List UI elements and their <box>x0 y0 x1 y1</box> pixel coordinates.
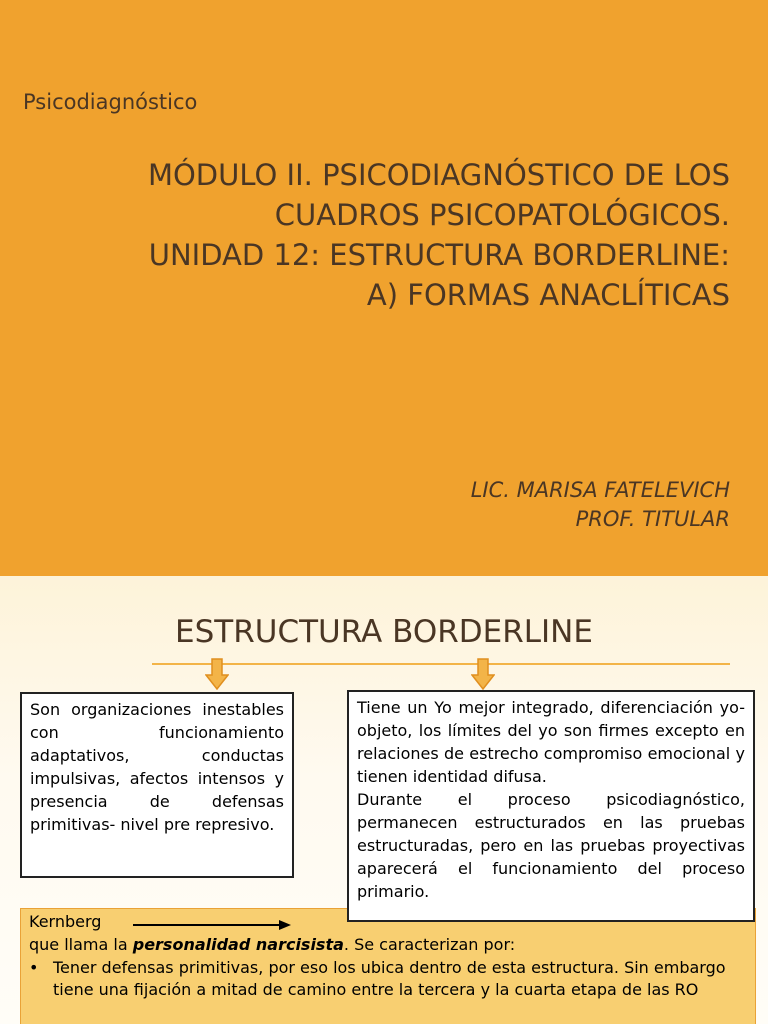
title-line: UNIDAD 12: ESTRUCTURA BORDERLINE: <box>148 238 730 272</box>
right-box-text: Durante el proceso psicodiagnóstico, permanecen estructurados en las pruebas estructuradas, pero en las pruebas proyectivas aparecerá el funcionamiento del proceso primario. <box>357 790 745 901</box>
kernberg-emphasis: personalidad narcisista <box>132 935 344 954</box>
right-box-text: Tiene un Yo mejor integrado, diferenciación yo-objeto, los límites del yo son firmes excepto en relaciones de estrecho compromiso emocional y tienen identidad difusa. <box>357 698 745 786</box>
kernberg-name: Kernberg <box>29 912 102 931</box>
left-box-text: Son organizaciones inestables con funcionamiento adaptativos, conductas impulsivas, afectos intensos y presencia de defensas primitivas- nivel pre represivo. <box>30 700 284 834</box>
left-text-box <box>20 692 294 878</box>
down-arrow-icon <box>471 658 495 690</box>
slide-2 <box>0 576 768 1024</box>
title-line: CUADROS PSICOPATOLÓGICOS. <box>274 198 730 232</box>
author-name: LIC. MARISA FATELEVICH <box>470 478 730 502</box>
kernberg-panel <box>20 908 756 1024</box>
title-divider <box>152 663 730 665</box>
kernberg-text: que llama la <box>29 935 133 954</box>
bullet-icon: • <box>29 958 39 977</box>
title-line: MÓDULO II. PSICODIAGNÓSTICO DE LOS <box>147 158 730 192</box>
title-line: A) FORMAS ANACLÍTICAS <box>366 278 730 312</box>
slide-2-title: ESTRUCTURA BORDERLINE <box>175 614 593 650</box>
course-name: Psicodiagnóstico <box>23 90 198 114</box>
right-text-box <box>347 690 755 922</box>
kernberg-text: . Se caracterizan por: <box>343 935 516 954</box>
right-arrow-icon <box>133 919 293 931</box>
author-block <box>471 476 730 534</box>
list-item-text: Tener defensas primitivas, por eso los ubica dentro de esta estructura. Sin embargo tiene una fijación a mitad de camino entre la tercera y la cuarta etapa de las RO <box>53 958 726 999</box>
down-arrow-icon <box>205 658 229 690</box>
slide-1-title <box>30 155 730 315</box>
author-role: PROF. TITULAR <box>575 507 730 531</box>
kernberg-line <box>29 934 515 956</box>
